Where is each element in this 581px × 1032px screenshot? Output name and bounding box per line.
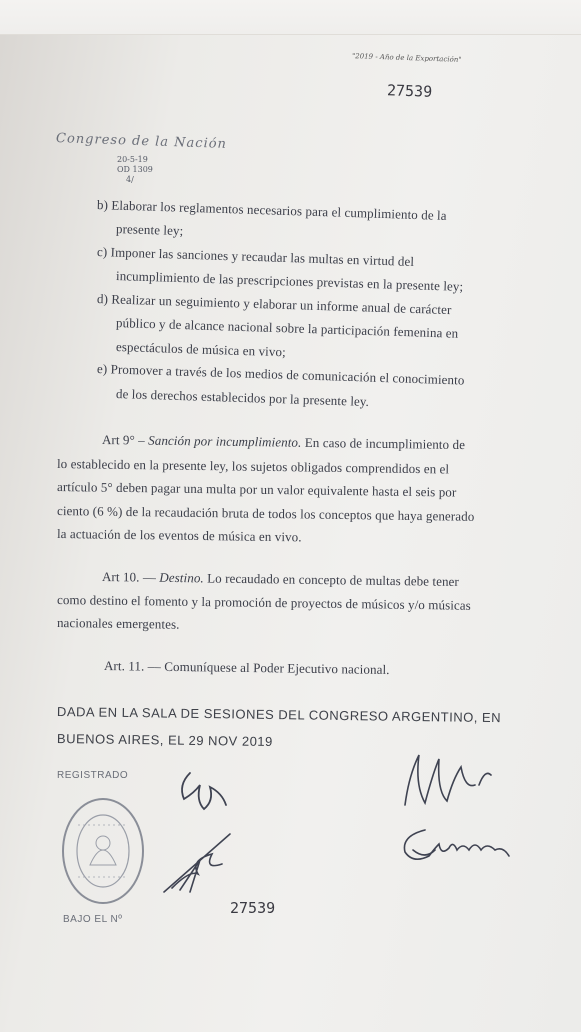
item-line: presente ley; <box>115 221 184 239</box>
item-line: Elaborar los reglamentos necesarios para el cumplimiento de la <box>111 197 447 223</box>
ref-date: 20-5-19 <box>117 155 148 164</box>
header-motto: "2019 - Año de la Exportación" <box>351 52 462 64</box>
ref-od: OD 1309 <box>117 165 153 174</box>
ref-code: 4/ <box>126 175 134 184</box>
item-letter: d) <box>96 291 109 307</box>
article-line: la actuación de los eventos de música en vivo. <box>56 526 302 545</box>
article-line: ciento (6 %) de la recaudación bruta de todos los conceptos que haya generado <box>56 503 475 524</box>
article-11: Art. 11. –– Comuníquese al Poder Ejecutivo nacional. <box>103 658 390 677</box>
article-line: artículo 5° deben pagar una multa por un valor equivalente hasta el seis por <box>56 479 457 500</box>
signature-secretary <box>395 820 525 870</box>
list-item <box>97 291 452 318</box>
item-letter: b) <box>96 197 109 213</box>
article-line: lo establecido en la presente ley, los sujetos obligados comprendidos en el <box>56 456 450 477</box>
article-prefix: Art 10. — <box>101 569 157 585</box>
article-10-heading <box>102 569 459 590</box>
list-item <box>97 244 415 270</box>
institution-header: Congreso de la Nación <box>55 131 228 152</box>
article-9-heading <box>102 432 465 453</box>
congress-seal-icon <box>58 795 148 907</box>
document-number: 27539 <box>386 81 433 101</box>
closing-line-2: BUENOS AIRES, EL 29 NOV 2019 <box>56 731 273 750</box>
item-letter: c) <box>96 244 108 260</box>
article-text: En caso de incumplimiento de <box>304 434 466 453</box>
item-line: Imponer las sanciones y recaudar las multas en virtud del <box>110 244 415 269</box>
list-item <box>97 197 447 224</box>
article-line: nacionales emergentes. <box>56 615 180 632</box>
list-item <box>97 361 465 389</box>
article-text: Lo recaudado en concepto de multas debe tener <box>207 570 460 589</box>
item-letter: e) <box>96 361 108 377</box>
article-line: como destino el fomento y la promoción de proyectos de músicos y/o músicas <box>56 592 472 613</box>
registered-stamp: REGISTRADO <box>57 770 129 781</box>
item-line: espectáculos de música en vivo; <box>115 339 287 360</box>
under-number-label: BAJO EL Nº <box>63 914 123 925</box>
article-prefix: Art 9° – <box>101 432 145 448</box>
registration-number: 27539 <box>230 899 276 917</box>
article-title: Sanción por incumplimiento. <box>148 432 302 450</box>
closing-line-1: DADA EN LA SALA DE SESIONES DEL CONGRESO ARGENTINO, EN <box>56 704 502 726</box>
item-line: Promover a través de los medios de comunicación el conocimiento <box>110 361 465 388</box>
article-title: Destino. <box>159 569 204 586</box>
item-line: incumplimiento de las prescripciones previstas en la presente ley; <box>115 268 464 294</box>
item-line: de los derechos establecidos por la presente ley. <box>115 386 370 409</box>
item-line: público y de alcance nacional sobre la participación femenina en <box>115 315 459 341</box>
signature-scribble <box>160 830 250 900</box>
signature-mark <box>170 765 250 825</box>
signature-president <box>395 745 505 815</box>
page-top-edge <box>0 0 581 35</box>
item-line: Realizar un seguimiento y elaborar un informe anual de carácter <box>111 291 452 318</box>
